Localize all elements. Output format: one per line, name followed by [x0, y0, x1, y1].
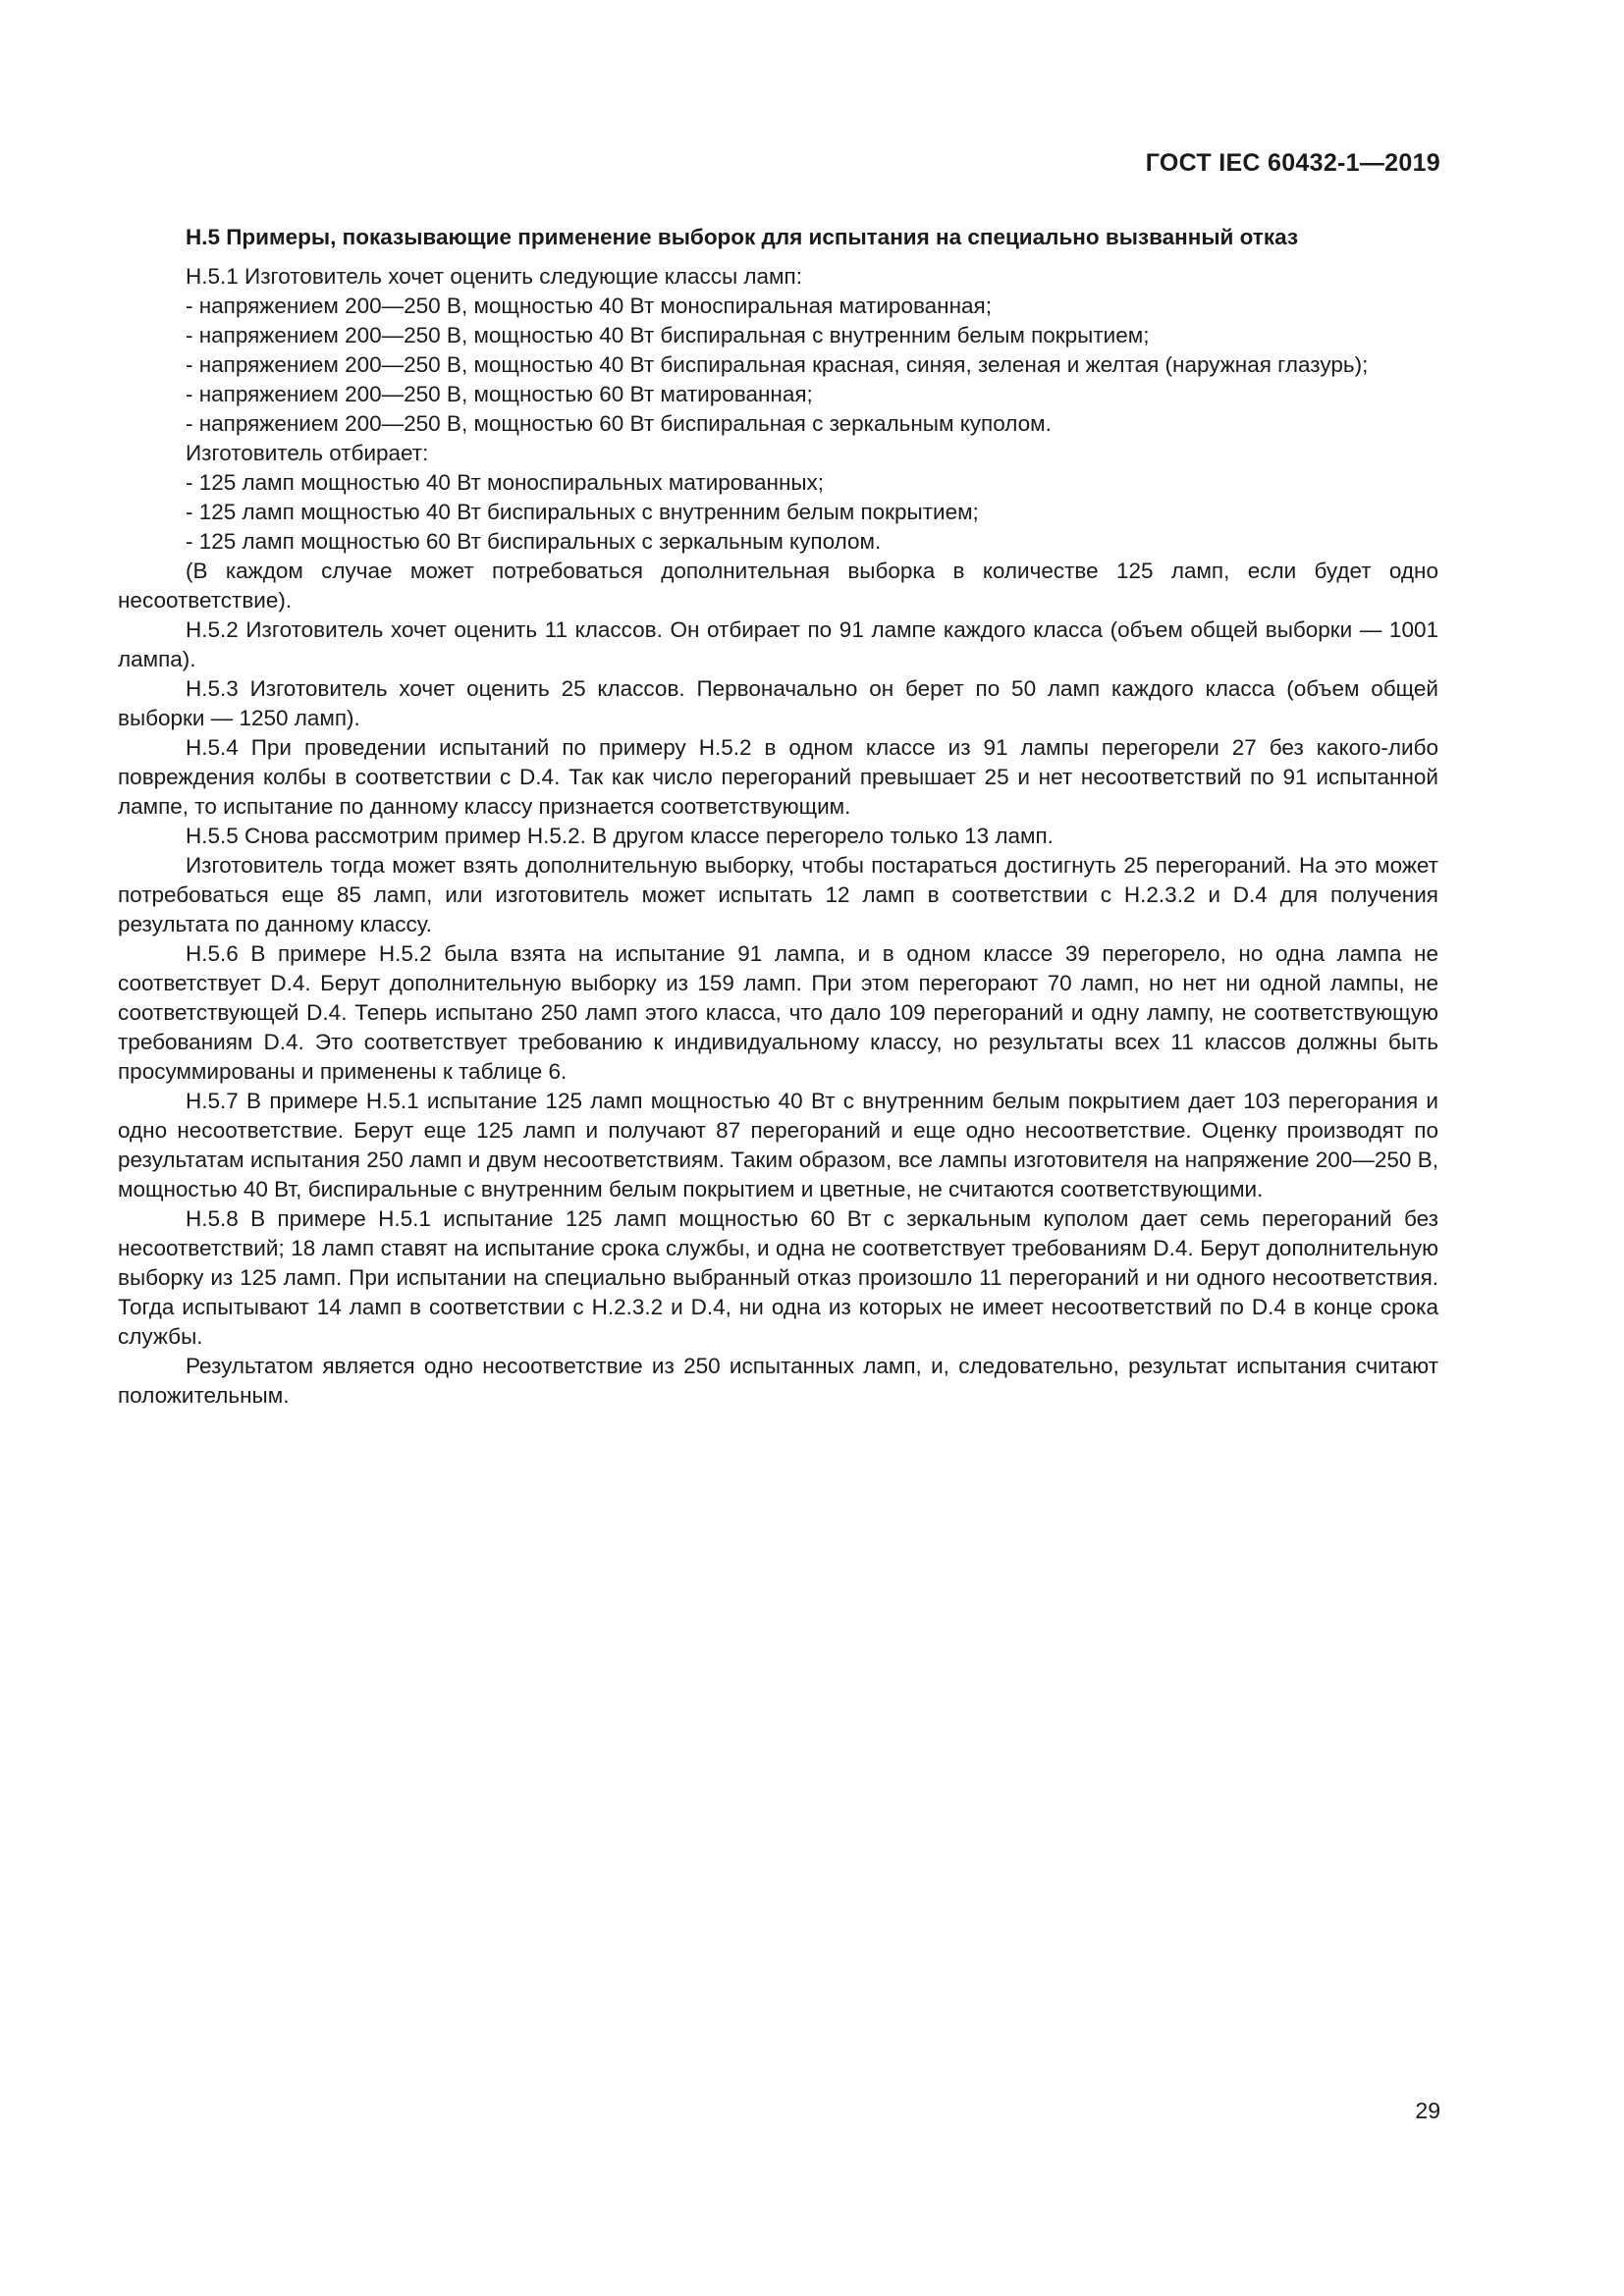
paragraph: Н.5.5 Снова рассмотрим пример Н.5.2. В другом классе перегорело только 13 ламп.: [186, 824, 1054, 848]
list-item: - 125 ламп мощностью 60 Вт биспиральных с зеркальным куполом.: [186, 529, 882, 554]
document-body: [118, 223, 1438, 1411]
paragraph: Результатом является одно несоответствие из 250 испытанных ламп, и, следовательно, результат испытания считают положительным.: [118, 1354, 1438, 1408]
paragraph: Н.5.3 Изготовитель хочет оценить 25 классов. Первоначально он берет по 50 ламп каждого класса (объем общей выборки — 1250 ламп).: [118, 676, 1438, 730]
document-code-header: ГОСТ IEC 60432-1—2019: [1145, 149, 1440, 177]
list-item: - напряжением 200—250 В, мощностью 60 Вт матированная;: [186, 382, 813, 406]
paragraph: Изготовитель отбирает:: [186, 441, 429, 465]
paragraph: Н.5.1 Изготовитель хочет оценить следующие классы ламп:: [186, 264, 802, 289]
paragraph: Н.5.7 В примере Н.5.1 испытание 125 ламп мощностью 40 Вт с внутренним белым покрытием дает 103 перегорания и одно несоответствие. Берут еще 125 ламп и получают 87 перегораний и еще одно несоответствие. Оценку производят по результатам испытания 250 ламп и двум несоответствиям. Таким образом, все лампы изготовителя на напряжение 200—250 В, мощностью 40 Вт, биспиральные с внутренним белым покрытием и цветные, не считаются соответствующими.: [118, 1089, 1438, 1201]
paragraph: Изготовитель тогда может взять дополнительную выборку, чтобы постараться достигнуть 25 перегораний. На это может потребоваться еще 85 ламп, или изготовитель может испытать 12 ламп в соответствии с Н.2.3.2 и D.4 для получения результата по данному классу.: [118, 853, 1438, 936]
list-item: - напряжением 200—250 В, мощностью 40 Вт моноспиральная матированная;: [186, 294, 992, 318]
list-item: - 125 ламп мощностью 40 Вт моноспиральных матированных;: [186, 470, 825, 495]
paragraph: Н.5.8 В примере Н.5.1 испытание 125 ламп мощностью 60 Вт с зеркальным куполом дает семь перегораний без несоответствий; 18 ламп ставят на испытание срока службы, и одна не соответствует требованиям D.4. Берут дополнительную выборку из 125 ламп. При испытании на специально выбранный отказ произошло 11 перегораний и ни одного несоответствия. Тогда испытывают 14 ламп в соответствии с Н.2.3.2 и D.4, ни одна из которых не имеет несоответствий по D.4 в конце срока службы.: [118, 1206, 1438, 1349]
paragraph: (В каждом случае может потребоваться дополнительная выборка в количестве 125 ламп, если будет одно несоответствие).: [118, 559, 1438, 613]
list-item: - напряжением 200—250 В, мощностью 40 Вт биспиральная с внутренним белым покрытием;: [186, 323, 1150, 347]
section-title: Н.5 Примеры, показывающие применение выборок для испытания на специально вызванный отказ: [186, 225, 1299, 249]
page-number: 29: [1415, 2098, 1440, 2123]
list-item: - 125 ламп мощностью 40 Вт биспиральных с внутренним белым покрытием;: [186, 500, 979, 524]
paragraph: Н.5.4 При проведении испытаний по примеру Н.5.2 в одном классе из 91 лампы перегорели 27 без какого-либо повреждения колбы в соответствии с D.4. Так как число перегораний превышает 25 и нет несоответствий по 91 испытанной лампе, то испытание по данному классу признается соответствующим.: [118, 735, 1438, 819]
paragraph: Н.5.6 В примере Н.5.2 была взята на испытание 91 лампа, и в одном классе 39 перегорело, но одна лампа не соответствует D.4. Берут дополнительную выборку из 159 ламп. При этом перегорают 70 ламп, но нет ни одной лампы, не соответствующей D.4. Теперь испытано 250 ламп этого класса, что дало 109 перегораний и одну лампу, не соответствующую требованиям D.4. Это соответствует требованию к индивидуальному классу, но результаты всех 11 классов должны быть просуммированы и применены к таблице 6.: [118, 941, 1438, 1084]
list-item: - напряжением 200—250 В, мощностью 40 Вт биспиральная красная, синяя, зеленая и желтая (наружная глазурь);: [186, 352, 1369, 377]
paragraph: Н.5.2 Изготовитель хочет оценить 11 классов. Он отбирает по 91 лампе каждого класса (объем общей выборки — 1001 лампа).: [118, 617, 1438, 671]
list-item: - напряжением 200—250 В, мощностью 60 Вт биспиральная с зеркальным куполом.: [186, 411, 1052, 436]
